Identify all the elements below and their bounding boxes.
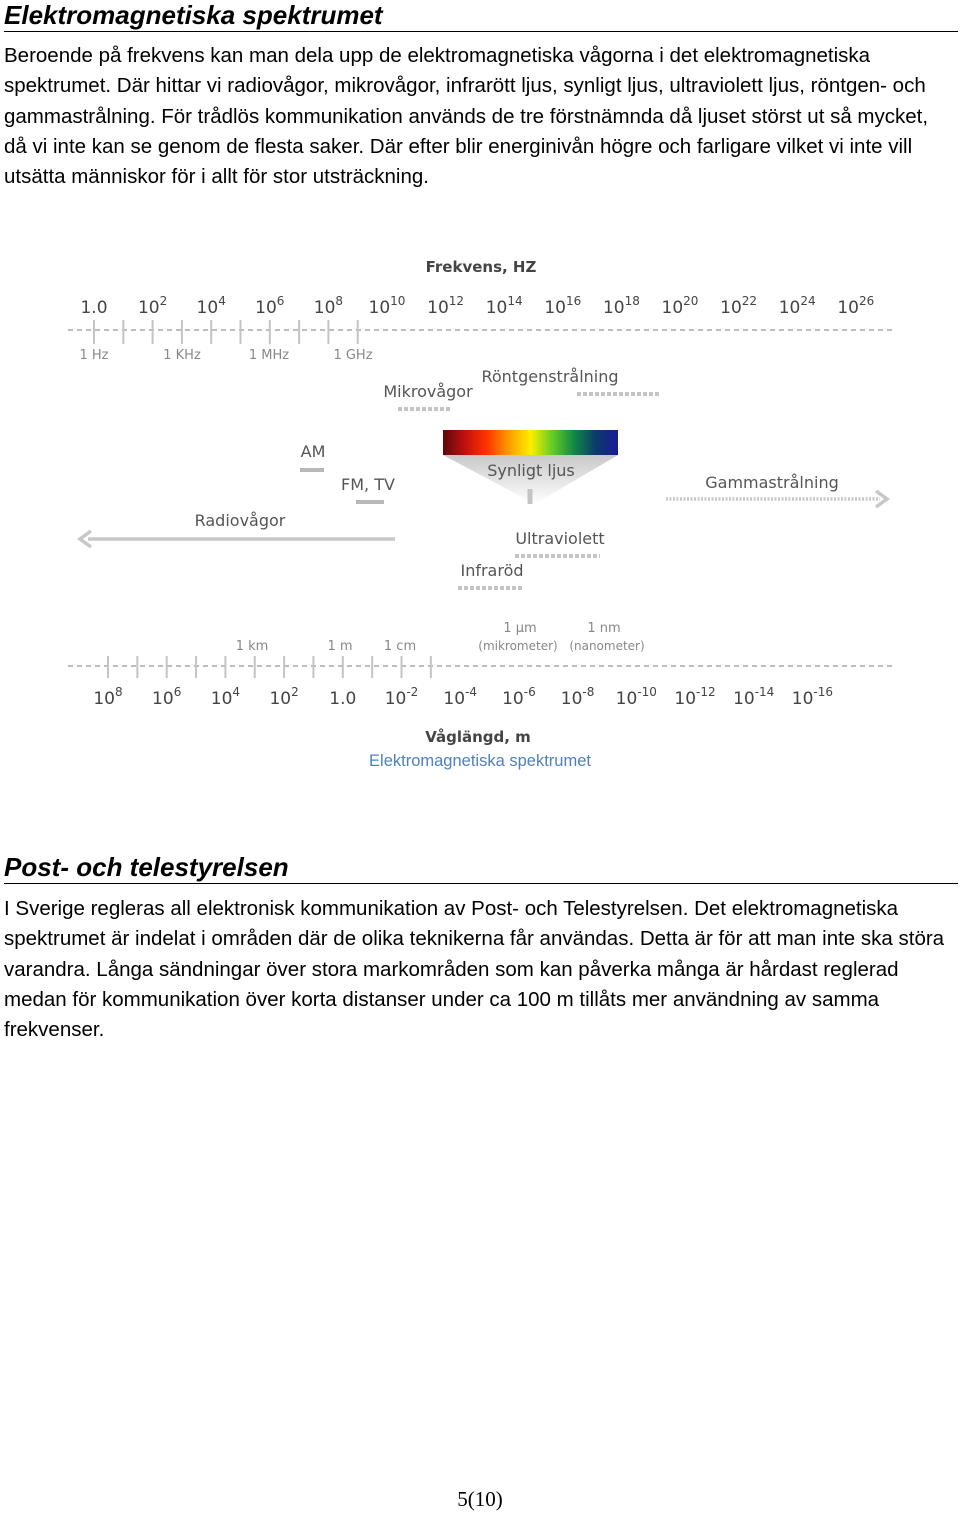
frequency-tick-13 [837, 294, 874, 318]
unit-label-1m: 1 m [327, 639, 353, 654]
wavelength-tick-10 [674, 685, 715, 709]
frequency-tick-11 [720, 294, 757, 318]
frequency-tick-base: 10 [255, 298, 277, 318]
wavelength-tick-exponent: -14 [754, 685, 775, 699]
wavelength-tick-exponent: 4 [232, 685, 241, 699]
frequency-tick-base: 10 [837, 298, 859, 318]
frequency-tick-3 [255, 294, 284, 318]
wavelength-tick-exponent: -8 [582, 685, 595, 699]
frequency-tick-exponent: 14 [507, 294, 523, 308]
wavelength-tick-0 [93, 685, 122, 709]
frequency-tick-base: 10 [544, 298, 566, 318]
unit-label-1cm: 1 cm [383, 639, 417, 654]
frequency-tick-base: 10 [602, 298, 625, 318]
band-label-am: AM [300, 442, 326, 461]
frequency-tick-7 [486, 294, 523, 318]
wavelength-tick-labels [93, 685, 833, 709]
frequency-tick-exponent: 22 [741, 294, 758, 308]
wavelength-tick-4 [329, 689, 356, 709]
frequency-tick-base: 10 [427, 298, 449, 318]
section-heading-pts: Post- och telestyrelsen [4, 852, 958, 884]
frequency-tick-5 [369, 294, 406, 318]
wavelength-tick-exponent: -16 [813, 685, 834, 699]
wavelength-axis-title: Våglängd, m [425, 728, 531, 746]
wavelength-tick-exponent: -12 [696, 685, 716, 699]
wavelength-tick-1 [152, 685, 181, 709]
visible-spectrum-bar [443, 430, 618, 455]
wavelength-tick-exponent: -6 [523, 685, 536, 699]
frequency-tick-exponent: 8 [335, 294, 344, 308]
frequency-tick-8 [544, 294, 581, 318]
frequency-tick-2 [197, 294, 226, 318]
frequency-tick-exponent: 12 [448, 294, 465, 308]
frequency-tick-4 [314, 294, 343, 318]
frequency-tick-base: 10 [661, 298, 684, 318]
frequency-tick-12 [779, 294, 816, 318]
band-label-xray: Röntgenstrålning [481, 367, 619, 386]
unit-label-1ghz: 1 GHz [333, 348, 373, 363]
wavelength-tick-base: 10 [674, 689, 697, 709]
frequency-tick-labels [80, 294, 874, 318]
frequency-tick-1 [138, 294, 167, 318]
wavelength-tick-base: 10 [560, 689, 583, 709]
wavelength-tick-base: 10 [384, 689, 407, 709]
band-label-radio: Radiovågor [194, 511, 286, 530]
frequency-tick-exponent: 2 [159, 294, 168, 308]
wavelength-tick-base: 1.0 [329, 689, 357, 709]
frequency-tick-9 [603, 294, 640, 318]
frequency-tick-base: 10 [720, 298, 742, 318]
frequency-tick-base: 10 [368, 298, 391, 318]
frequency-tick-exponent: 20 [683, 294, 699, 308]
wavelength-tick-7 [502, 685, 536, 709]
wavelength-tick-11 [733, 685, 774, 709]
wavelength-tick-exponent: -2 [406, 685, 419, 699]
intro-paragraph: Beroende på frekvens kan man dela upp de elektromagnetiska vågorna i det elektromagnetiska spektrumet. Där hittar vi radiovågor, mikrovågor, infrarött ljus, synligt ljus, ultraviolett ljus, röntgen- och gammastrålning. För trådlös kommunikation används de tre förstnämnda då ljuset störst ut så mycket, då vi inte kan se genom de flesta saker. Där efter blir energinivån högre och farligare vilket vi inte vill utsätta människor för i allt för stor utsträckning. [4, 44, 929, 189]
frequency-tick-base: 10 [485, 298, 508, 318]
frequency-tick-exponent: 26 [858, 294, 875, 308]
wavelength-tick-12 [792, 685, 833, 709]
frequency-tick-base: 10 [137, 298, 160, 318]
frequency-axis-title: Frekvens, HZ [425, 258, 537, 276]
wavelength-tick-exponent: -10 [637, 685, 657, 699]
frequency-tick-base: 10 [778, 298, 801, 318]
frequency-tick-exponent: 4 [218, 294, 226, 308]
wavelength-tick-exponent: -4 [465, 685, 478, 699]
wavelength-tick-base: 10 [733, 689, 755, 709]
figure-caption: Elektromagnetiska spektrumet [369, 752, 591, 770]
band-label-ultraviolet: Ultraviolett [515, 529, 605, 548]
wavelength-tick-exponent: 6 [173, 685, 182, 699]
frequency-tick-base: 10 [196, 298, 219, 318]
wavelength-tick-base: 10 [152, 689, 174, 709]
frequency-tick-exponent: 24 [800, 294, 816, 308]
wavelength-tick-base: 10 [210, 689, 233, 709]
band-label-gamma: Gammastrålning [705, 473, 839, 492]
wavelength-tick-5 [385, 685, 419, 709]
unit-label-1nm: 1 nm [587, 621, 621, 636]
wavelength-tick-base: 10 [269, 689, 292, 709]
band-label-visible: Synligt ljus [487, 461, 575, 480]
wavelength-tick-9 [616, 685, 657, 709]
wavelength-tick-base: 10 [615, 689, 638, 709]
spectrum-svg [60, 252, 900, 752]
frequency-tick-marks [94, 320, 358, 344]
band-label-infrared: Infraröd [460, 561, 524, 580]
wavelength-tick-exponent: 8 [115, 685, 123, 699]
wavelength-tick-base: 10 [791, 689, 814, 709]
band-label-microwave: Mikrovågor [383, 382, 473, 401]
wavelength-tick-base: 10 [502, 689, 524, 709]
unit-label-1khz: 1 KHz [163, 348, 201, 363]
spectrum-diagram [60, 252, 900, 752]
sub-label-mikrometer: (mikrometer) [478, 639, 558, 653]
frequency-tick-6 [427, 294, 464, 318]
frequency-tick-base: 10 [313, 298, 336, 318]
wavelength-tick-base: 10 [93, 689, 115, 709]
frequency-tick-0 [80, 298, 107, 318]
unit-label-1um: 1 µm [503, 621, 537, 636]
frequency-tick-exponent: 6 [276, 294, 285, 308]
wavelength-tick-6 [443, 685, 477, 709]
frequency-tick-exponent: 10 [390, 294, 406, 308]
pts-paragraph: I Sverige regleras all elektronisk kommunikation av Post- och Telestyrelsen. Det elektromagnetiska spektrumet är indelat i områden där de olika teknikerna får användas. Detta är för att man inte ska störa varandra. Långa sändningar över stora markområden som kan påverka många är hårdast reglerad medan för kommunikation över korta distanser under ca 100 m tillåts mer användning av samma frekvenser. [4, 897, 945, 1042]
section-heading-spectrum: Elektromagnetiska spektrumet [4, 0, 958, 32]
unit-label-1mhz: 1 MHz [248, 348, 290, 363]
wavelength-tick-exponent: 2 [291, 685, 299, 699]
wavelength-tick-3 [269, 685, 298, 709]
sub-label-nanometer: (nanometer) [569, 639, 645, 653]
frequency-tick-base: 1.0 [80, 298, 108, 318]
wavelength-tick-2 [211, 685, 240, 709]
frequency-tick-10 [662, 294, 699, 318]
frequency-tick-exponent: 16 [565, 294, 582, 308]
band-label-fm-tv: FM, TV [341, 475, 395, 494]
wavelength-tick-8 [561, 685, 595, 709]
wavelength-tick-base: 10 [443, 689, 466, 709]
unit-label-1km: 1 km [235, 639, 269, 654]
frequency-tick-exponent: 18 [624, 294, 640, 308]
unit-label-1hz: 1 Hz [79, 348, 109, 363]
page-number: 5(10) [457, 1487, 503, 1511]
